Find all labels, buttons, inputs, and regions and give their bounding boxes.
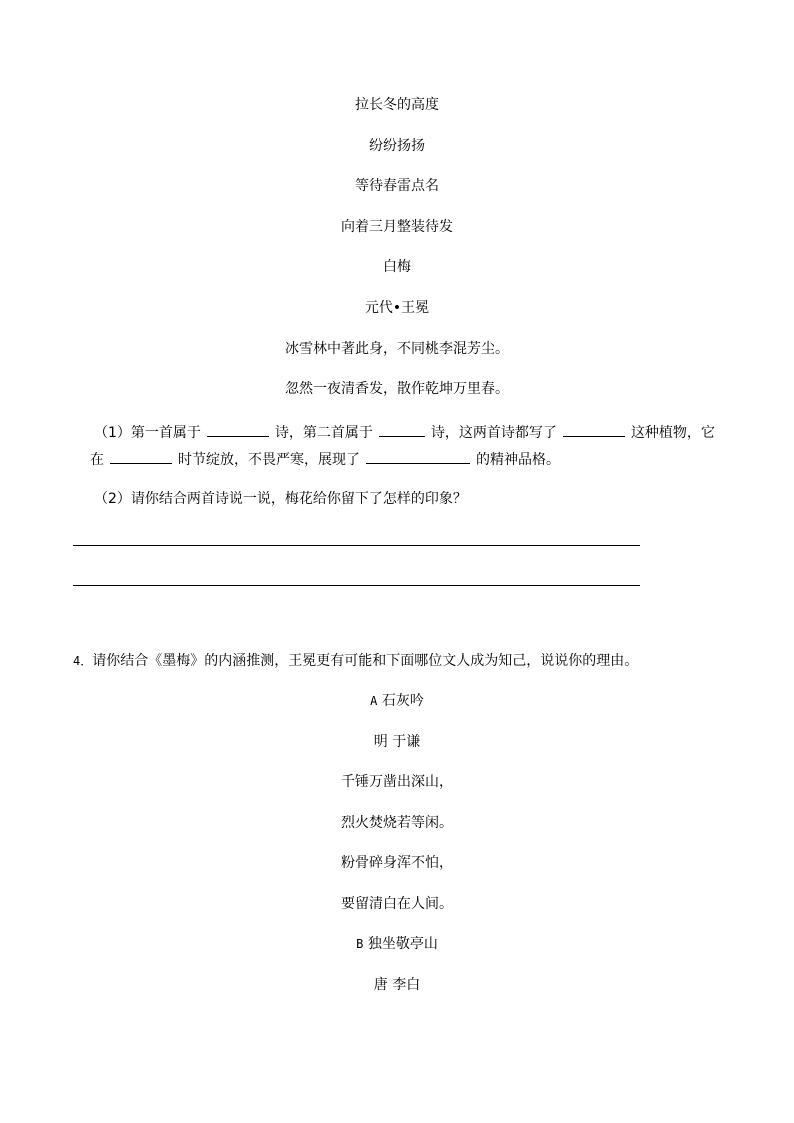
question-4-number: 4． xyxy=(73,654,93,668)
question-1-line-1 xyxy=(94,422,715,442)
poem2-line-1: 冰雪林中著此身，不同桃李混芳尘。 xyxy=(285,341,509,357)
poem2-author: 元代•王冕 xyxy=(364,300,430,316)
question-1-part-5: 在 xyxy=(90,452,104,468)
question-1-number: （1） xyxy=(94,425,131,441)
question-1-line-2 xyxy=(90,449,560,469)
question-4-text: 请你结合《墨梅》的内涵推测，王冕更有可能和下面哪位文人成为知己，说说你的理由。 xyxy=(92,653,639,669)
poem-a-letter: A xyxy=(370,694,378,708)
question-4 xyxy=(73,652,638,670)
question-2 xyxy=(94,490,467,508)
poem-a-heading xyxy=(0,692,794,710)
poem2-line-2: 忽然一夜清香发，散作乾坤万里春。 xyxy=(285,381,509,397)
question-1-part-2: 诗，第二首属于 xyxy=(274,425,373,441)
poem1-line-4: 向着三月整装待发 xyxy=(341,219,453,235)
poem1-line-1: 拉长冬的高度 xyxy=(355,97,439,113)
poem-a-line-1: 千锤万凿出深山， xyxy=(341,774,453,790)
question-2-number: （2） xyxy=(94,491,131,507)
question-2-text: 请你结合两首诗说一说，梅花给你留下了怎样的印象？ xyxy=(130,491,467,507)
question-1-part-3: 诗，这两首诗都写了 xyxy=(430,425,557,441)
poem-b-letter: B xyxy=(356,937,364,951)
question-1-part-1: 第一首属于 xyxy=(130,425,201,441)
answer-line-1[interactable] xyxy=(73,545,640,546)
poem-a-line-3: 粉骨碎身浑不怕， xyxy=(341,855,453,871)
fill-blank-3[interactable] xyxy=(563,422,625,437)
fill-blank-5[interactable] xyxy=(366,449,470,464)
answer-line-2[interactable] xyxy=(73,585,640,586)
question-1-part-4: 这种植物，它 xyxy=(630,425,715,441)
poem-a-title: 石灰吟 xyxy=(381,693,424,709)
poem2-title: 白梅 xyxy=(383,259,411,275)
poem-b-heading xyxy=(0,935,794,953)
question-1-part-7: 的精神品格。 xyxy=(476,452,560,468)
poem-a-line-4: 要留清白在人间。 xyxy=(341,896,453,912)
poem1-line-3: 等待春雷点名 xyxy=(355,178,439,194)
poem1-line-2: 纷纷扬扬 xyxy=(369,138,425,154)
fill-blank-1[interactable] xyxy=(207,422,269,437)
poem-b-author: 唐 李白 xyxy=(373,977,421,993)
fill-blank-4[interactable] xyxy=(110,449,172,464)
poem-a-line-2: 烈火焚烧若等闲。 xyxy=(341,815,453,831)
poem-b-title: 独坐敬亭山 xyxy=(367,936,438,952)
poem-a-author: 明 于谦 xyxy=(373,734,421,750)
question-1-part-6: 时节绽放，不畏严寒，展现了 xyxy=(178,452,360,468)
fill-blank-2[interactable] xyxy=(379,422,425,437)
